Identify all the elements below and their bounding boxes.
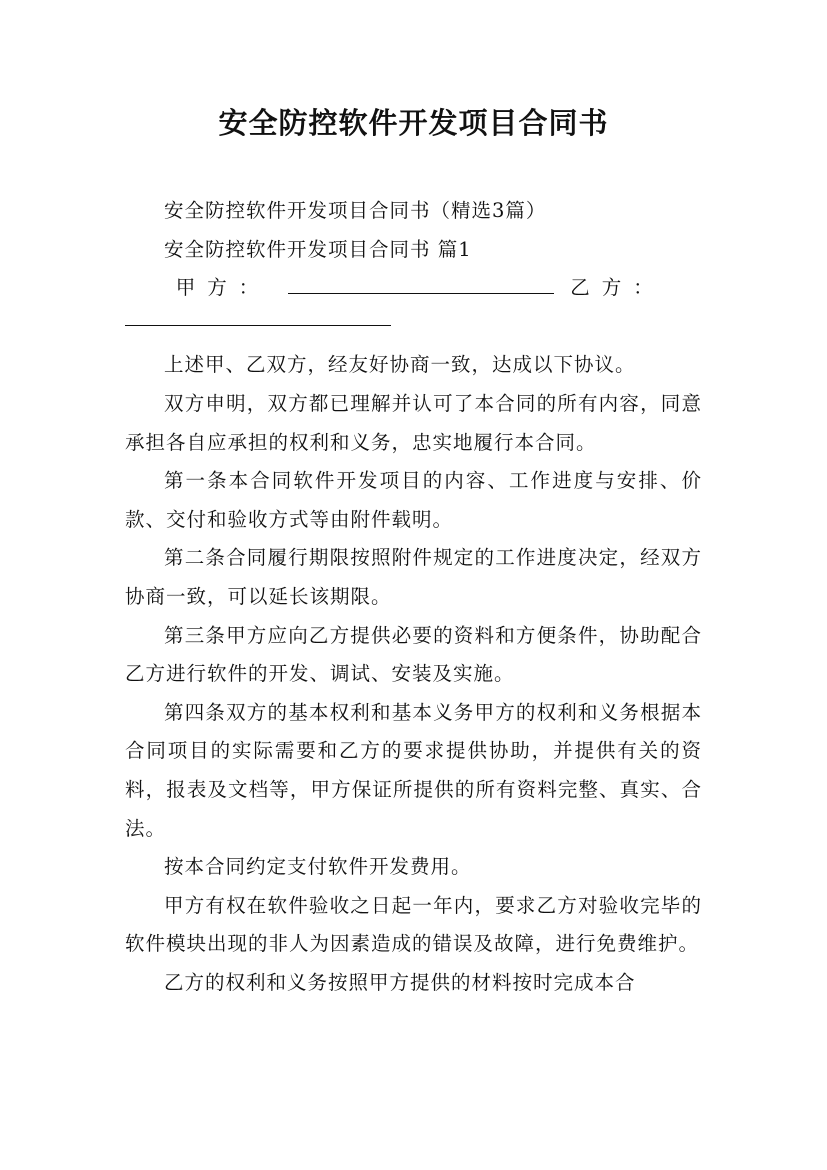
paragraph: 上述甲、乙双方，经友好协商一致，达成以下协议。 (164, 353, 636, 377)
paragraph: 按本合同约定支付软件开发费用。 (164, 855, 472, 879)
document-body (125, 192, 702, 1002)
party-a-label: 甲方： (175, 276, 271, 300)
section-heading: 安全防控软件开发项目合同书 篇1 (164, 237, 472, 261)
paragraph: 第四条双方的基本权利和基本义务甲方的权利和义务根据本合同项目的实际需要和乙方的要求提供协助，并提供有关的资料，报表及文档等，甲方保证所提供的所有资料完整、真实、合法。 (125, 700, 702, 840)
party-b-blank (125, 324, 391, 326)
party-a-blank (288, 292, 554, 294)
paragraph: 第三条甲方应向乙方提供必要的资料和方便条件，协助配合乙方进行软件的开发、调试、安装及实施。 (125, 623, 702, 686)
paragraph: 甲方有权在软件验收之日起一年内，要求乙方对验收完毕的软件模块出现的非人为因素造成的错误及故障，进行免费维护。 (125, 893, 702, 956)
party-b-label: 乙方： (570, 276, 665, 300)
paragraph: 乙方的权利和义务按照甲方提供的材料按时完成本合 (164, 970, 636, 994)
paragraph: 第一条本合同软件开发项目的内容、工作进度与安排、价款、交付和验收方式等由附件载明。 (125, 469, 702, 531)
document-title: 安全防控软件开发项目合同书 (218, 106, 609, 140)
party-b-blank-line (125, 308, 702, 347)
paragraph: 双方申明，双方都已理解并认可了本合同的所有内容，同意承担各自应承担的权利和义务，忠实地履行本合同。 (125, 391, 702, 454)
subtitle-line: 安全防控软件开发项目合同书（精选3篇） (164, 199, 547, 222)
party-line (125, 269, 702, 308)
paragraph: 第二条合同履行期限按照附件规定的工作进度决定，经双方协商一致，可以延长该期限。 (125, 546, 702, 608)
